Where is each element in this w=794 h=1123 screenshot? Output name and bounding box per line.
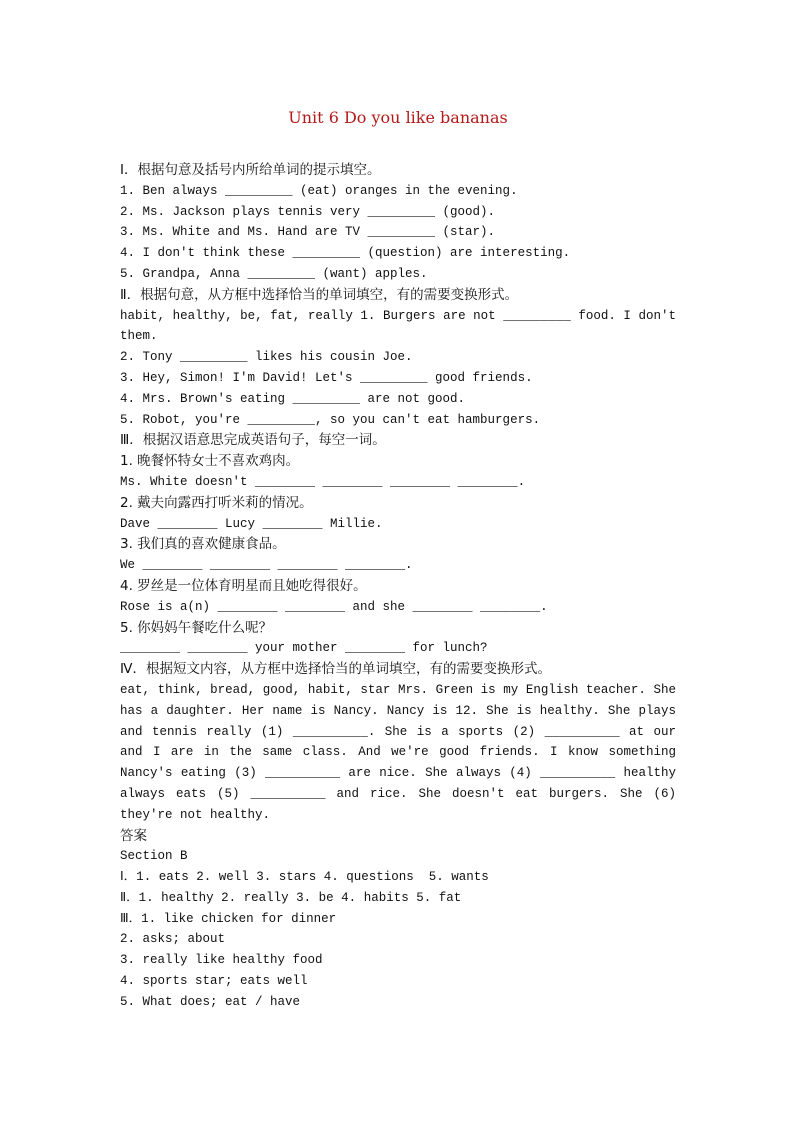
text-line: Ⅱ．1. healthy 2. really 3. be 4. habits 5. fat [120, 890, 462, 905]
worksheet-page [120, 106, 676, 1013]
section-heading: Ⅰ．根据句意及括号内所给单词的提示填空。 [120, 162, 381, 178]
text-line: 1. 晚餐怀特女士不喜欢鸡肉。 [120, 453, 300, 470]
text-line: them. [120, 329, 158, 344]
text-line: they're not healthy. [120, 807, 271, 822]
text-line: 答案 [120, 827, 147, 844]
text-line: Ⅰ．1. eats 2. well 3. stars 4. questions 5. wants [120, 870, 489, 885]
section-heading: Ⅳ．根据短文内容，从方框中选择恰当的单词填空，有的需要变换形式。 [120, 661, 551, 678]
text-line: 5. 你妈妈午餐吃什么呢？ [120, 619, 273, 636]
section-heading: Ⅲ．根据汉语意思完成英语句子，每空一词。 [120, 432, 386, 449]
page-title: Unit 6 Do you like bananas [288, 108, 508, 127]
text-line: 5. Robot, you're _________, so you can't eat hamburgers. [120, 412, 541, 427]
text-line: has a daughter. Her name is Nancy. Nancy is 12. She is healthy. She plays [120, 703, 676, 718]
text-line: 3. really like healthy food [120, 953, 323, 968]
text-line: Dave ________ Lucy ________ Millie. [120, 516, 383, 531]
text-line: and tennis really (1) __________. She is a sports (2) __________ at our [120, 724, 676, 739]
text-line: 3. 我们真的喜欢健康食品。 [120, 536, 286, 553]
worksheet-body [120, 160, 676, 1013]
text-line: 3. Ms. White and Ms. Hand are TV _________ (star). [120, 225, 496, 240]
text-line: 2. 戴夫向露西打听米莉的情况。 [120, 494, 313, 511]
text-line: habit, healthy, be, fat, really 1. Burgers are not _________ food. I don't [120, 308, 676, 323]
text-line: 4. sports star; eats well [120, 974, 308, 989]
text-line: 2. Ms. Jackson plays tennis very _________ (good). [120, 204, 496, 219]
text-line: Ⅲ．1. like chicken for dinner [120, 911, 337, 926]
text-line: Rose is a(n) ________ ________ and she ________ ________. [120, 599, 548, 614]
text-line: always eats (5) __________ and rice. She doesn't eat burgers. She (6) [120, 786, 676, 801]
text-line: eat, think, bread, good, habit, star Mrs. Green is my English teacher. She [120, 682, 676, 697]
text-line: 2. Tony _________ likes his cousin Joe. [120, 350, 413, 365]
text-line: 5. Grandpa, Anna _________ (want) apples. [120, 266, 428, 281]
text-line: 2. asks; about [120, 932, 226, 947]
text-line: We ________ ________ ________ ________. [120, 558, 413, 573]
text-line: 1. Ben always _________ (eat) oranges in the evening. [120, 183, 518, 198]
text-line: Nancy's eating (3) __________ are nice. She always (4) __________ healthy [120, 766, 676, 781]
text-line: ________ ________ your mother ________ for lunch? [120, 641, 488, 656]
text-line: 3. Hey, Simon! I'm David! Let's _________ good friends. [120, 370, 533, 385]
text-line: 5. What does; eat / have [120, 994, 301, 1009]
text-line: 4. I don't think these _________ (question) are interesting. [120, 246, 571, 261]
text-line: Ms. White doesn't ________ ________ ________ ________. [120, 474, 526, 489]
section-heading: Ⅱ．根据句意，从方框中选择恰当的单词填空，有的需要变换形式。 [120, 286, 519, 303]
text-line: 4. 罗丝是一位体育明星而且她吃得很好。 [120, 577, 367, 594]
text-line: Section B [120, 849, 188, 864]
text-line: and I are in the same class. And we're good friends. I know something [120, 745, 676, 760]
text-line: 4. Mrs. Brown's eating _________ are not good. [120, 391, 466, 406]
